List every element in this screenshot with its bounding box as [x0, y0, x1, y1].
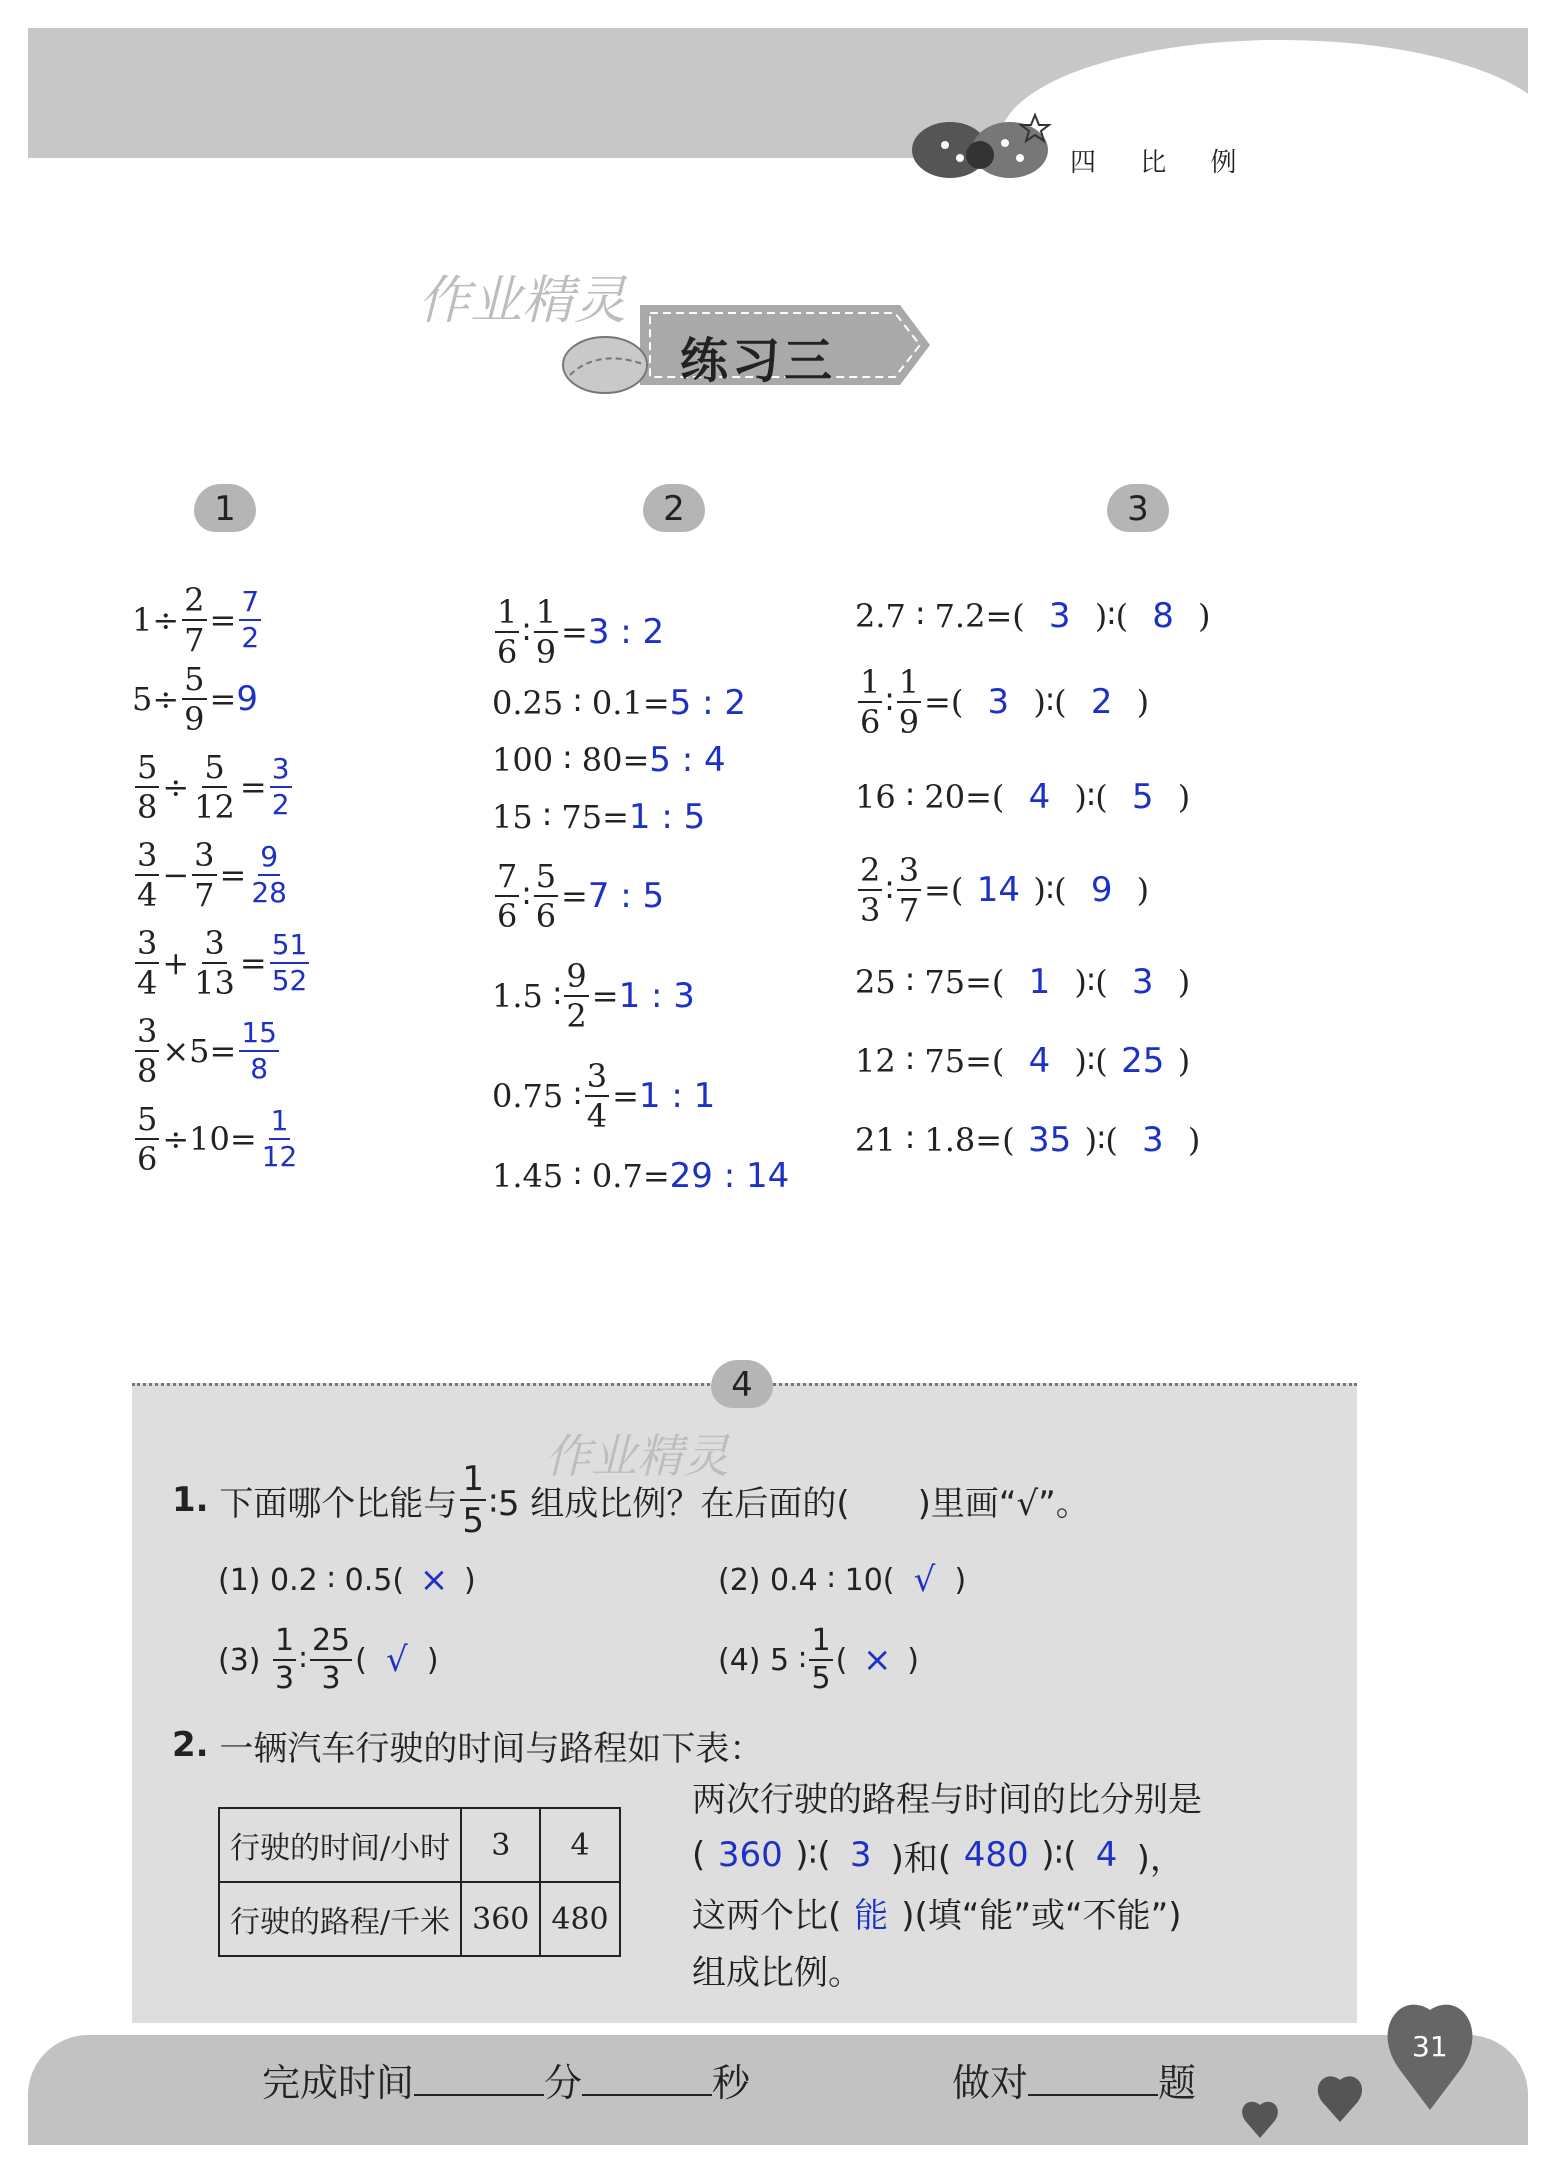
watermark: 作业精灵: [545, 1429, 729, 1483]
problem-row: $\frac{3}{4}$ + $\frac{3}{13}$ = $\frac{51}{52}$: [137, 924, 308, 1002]
q1-item-3: (3) $\frac{1}{3}$ ∶ $\frac{25}{3}$ ( √ ): [218, 1623, 439, 1696]
problem-row: $\frac{1}{6}$ ∶ $\frac{1}{9}$ = 3 : 2: [497, 593, 665, 671]
hearts-decoration-icon: [1230, 2000, 1490, 2150]
problem-row: 2.7 ∶ 7.2 =( 3 )∶( 8 ): [855, 596, 1211, 636]
correct-count: 做对 题: [952, 2061, 1197, 2105]
answer: √: [386, 1640, 408, 1680]
problem-row: $\frac{7}{6}$ ∶ $\frac{5}{6}$ = 7 : 5: [497, 857, 665, 935]
problem-row: $\frac{3}{8}$ ×5 = $\frac{15}{8}$: [137, 1012, 277, 1090]
question-2: 2. 一辆汽车行驶的时间与路程如下表：: [172, 1725, 764, 1769]
correct-blank[interactable]: [1028, 2064, 1158, 2096]
time-distance-table: [218, 1807, 621, 1957]
answer: 1 : 3: [618, 976, 695, 1016]
section-number-3: 3: [1107, 484, 1169, 532]
problem-row: $\frac{3}{4}$ − $\frac{3}{7}$ = $\frac{9}{28}$: [137, 836, 287, 914]
q2-text-line-4: 组成比例。: [692, 1953, 862, 1993]
header-cloud: [1000, 40, 1554, 240]
section-number-2: 2: [643, 484, 705, 532]
answer: 1 : 5: [628, 797, 706, 837]
problem-row: 100 ∶ 80 = 5 : 4: [492, 740, 726, 780]
problem-row: $\frac{1}{6}$ ∶ $\frac{1}{9}$ =( 3 )∶( 2 ): [860, 663, 1150, 741]
answer: √: [913, 1560, 936, 1600]
table-row: 行驶的路程/千米 360 480: [219, 1882, 620, 1956]
answer: ×: [419, 1560, 449, 1600]
problem-row: 0.25 ∶ 0.1 = 5 : 2: [492, 683, 746, 723]
answer: 1 : 1: [638, 1076, 716, 1116]
problem-row: $\frac{5}{6}$ ÷10 = $\frac{1}{12}$: [137, 1100, 298, 1178]
problem-row: 5÷ $\frac{5}{9}$ = 9: [132, 660, 258, 738]
completion-time: 完成时间 分 秒: [262, 2061, 751, 2105]
answer: 25: [1121, 1041, 1165, 1081]
column-3: [855, 585, 1211, 1180]
answer: 2: [1090, 682, 1113, 722]
problem-row: 1÷ $\frac{2}{7}$ = $\frac{7}{2}$: [132, 581, 260, 659]
seconds-blank[interactable]: [582, 2064, 712, 2096]
answer: 3: [1142, 1120, 1164, 1160]
answer: 3 : 2: [587, 612, 665, 652]
answer: 4: [1095, 1835, 1118, 1875]
answer: 3: [1131, 962, 1154, 1002]
problem-row: 15 ∶ 75 = 1 : 5: [492, 797, 706, 837]
answer: $\frac{51}{52}$: [271, 928, 308, 997]
answer: 5: [1131, 777, 1154, 817]
column-2: [492, 590, 789, 1206]
section-number-1: 1: [194, 484, 256, 532]
answer: $\frac{9}{28}$: [251, 840, 287, 909]
answer: $\frac{1}{12}$: [261, 1104, 298, 1173]
bow-decoration-icon: [905, 110, 1055, 200]
answer: 4: [1028, 777, 1051, 817]
q2-text-line-2: ( 360 )∶( 3 )和( 480 )∶( 4 )，: [692, 1835, 1184, 1879]
minutes-blank[interactable]: [414, 2064, 544, 2096]
exercise-title: 练习三: [680, 333, 837, 389]
answer: 3: [1048, 596, 1071, 636]
answer: 8: [1152, 596, 1174, 636]
answer: 360: [717, 1835, 783, 1875]
problem-row: 12 ∶ 75 =( 4 )∶( 25 ): [855, 1041, 1191, 1081]
answer: 1: [1028, 962, 1051, 1002]
q1-item-1: (1) 0.2 ∶ 0.5( × ): [218, 1560, 476, 1600]
problem-row: 1.45 ∶ 0.7 = 29 : 14: [492, 1156, 790, 1196]
answer: 3: [987, 682, 1010, 722]
column-1: [132, 581, 312, 1183]
q1-item-4: (4) 5 ∶ $\frac{1}{5}$ ( × ): [718, 1623, 919, 1696]
q1-item-2: (2) 0.4 ∶ 10( √ ): [718, 1560, 967, 1600]
answer: 9: [1090, 869, 1113, 910]
answer: 480: [963, 1835, 1029, 1875]
answer: 5 : 4: [649, 740, 726, 780]
answer: 4: [1028, 1041, 1051, 1081]
answer: $\frac{15}{8}$: [241, 1016, 277, 1085]
answer: ×: [863, 1640, 892, 1680]
answer: $\frac{7}{2}$: [241, 585, 260, 654]
answer: 9: [236, 679, 258, 719]
answer: 29 : 14: [669, 1156, 790, 1196]
table-row: 行驶的时间/小时 3 4: [219, 1808, 620, 1882]
problem-row: 0.75 ∶ $\frac{3}{4}$ = 1 : 1: [492, 1057, 716, 1135]
answer: $\frac{3}{2}$: [271, 752, 290, 821]
answer: 3: [849, 1835, 872, 1875]
q2-text-line-3: 这两个比( 能 )(填“能”或“不能”): [692, 1885, 1182, 1939]
q2-text-line-1: 两次行驶的路程与时间的比分别是: [692, 1780, 1202, 1820]
section-number-4: 4: [711, 1360, 773, 1408]
problem-row: 16 ∶ 20 =( 4 )∶( 5 ): [855, 777, 1191, 817]
answer: 14: [976, 869, 1020, 910]
page-number: 31: [1412, 2030, 1448, 2063]
watermark: 作业精灵: [418, 271, 627, 331]
section-title: 四 比 例: [1070, 148, 1255, 178]
problem-row: $\frac{5}{8}$ ÷ $\frac{5}{12}$ = $\frac{3}{2}$: [137, 748, 290, 826]
problem-row: 1.5 ∶ $\frac{9}{2}$ = 1 : 3: [492, 957, 695, 1035]
answer: 能: [854, 1895, 889, 1936]
answer: 35: [1027, 1120, 1072, 1160]
problem-row: 21 ∶ 1.8 =( 35 )∶( 3 ): [855, 1120, 1201, 1160]
problem-row: 25 ∶ 75 =( 1 )∶( 3 ): [855, 962, 1191, 1002]
question-1: 1. 下面哪个比能与 $\frac{1}{5}$ ∶5 组成比例？在后面的( )里画“√”。: [172, 1459, 1090, 1541]
answer: 5 : 2: [669, 683, 746, 723]
problem-row: $\frac{2}{3}$ ∶ $\frac{3}{7}$ =( 14 )∶( 9 ): [860, 850, 1150, 929]
answer: 7 : 5: [587, 876, 665, 916]
